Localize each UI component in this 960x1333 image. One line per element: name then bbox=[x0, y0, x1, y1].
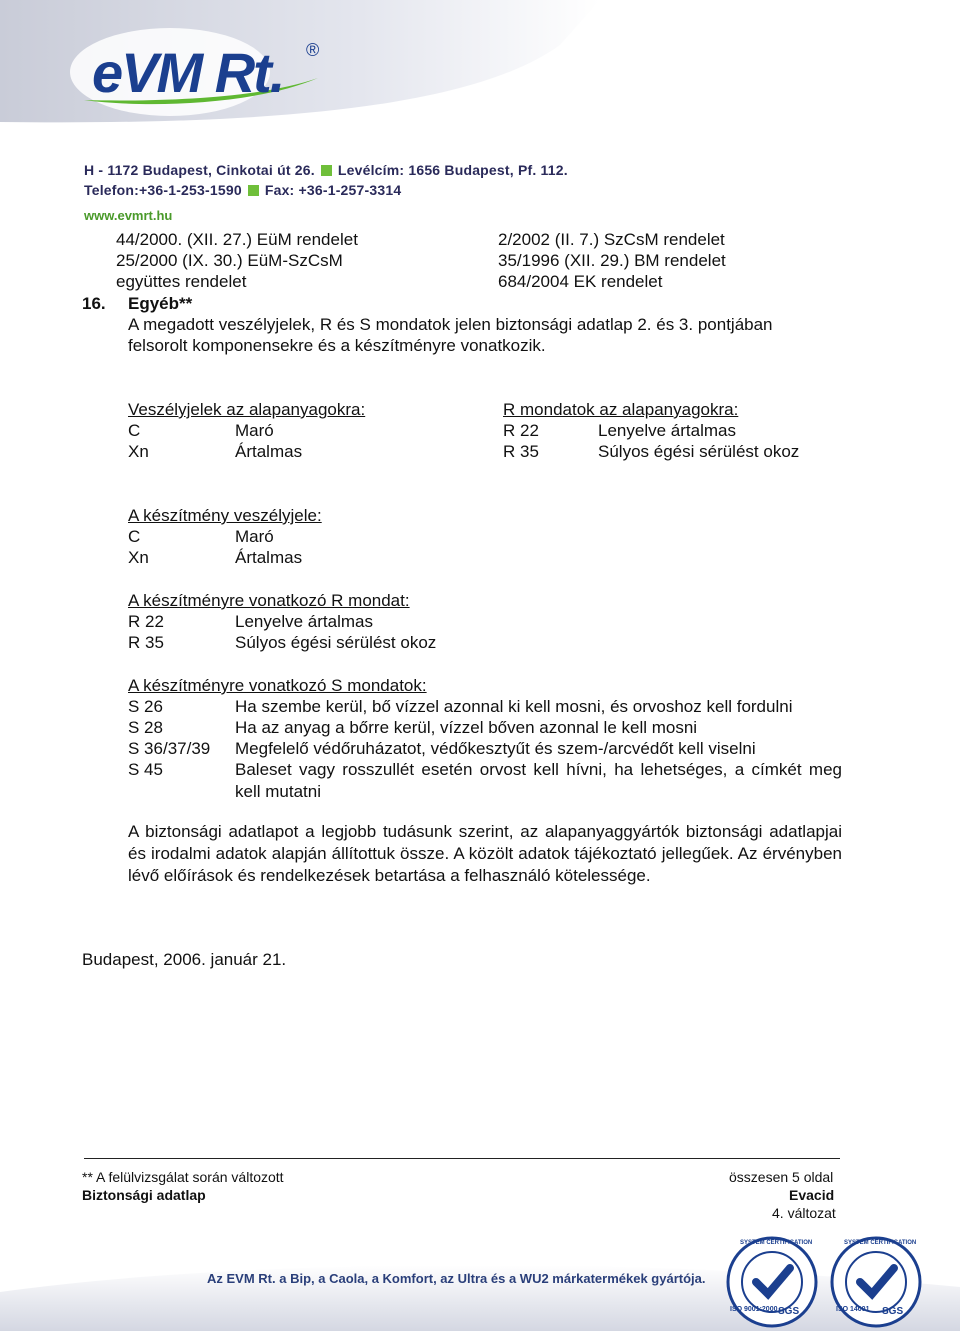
product-s-code: S 26 bbox=[128, 697, 163, 716]
footer-pages: összesen 5 oldal bbox=[729, 1169, 834, 1185]
cert-sgs: SGS bbox=[882, 1306, 904, 1317]
logo-text: eVM Rt. bbox=[92, 41, 284, 104]
iso-14001-seal bbox=[830, 1236, 922, 1328]
r-phrase-code: R 35 bbox=[503, 442, 539, 461]
section-number: 16. bbox=[82, 294, 106, 313]
footer-note: ** A felülvizsgálat során változott bbox=[82, 1169, 284, 1185]
r-phrases-heading: R mondatok az alapanyagokra: bbox=[503, 400, 739, 419]
registered-mark: ® bbox=[306, 40, 320, 60]
product-s-label: Ha az anyag a bőrre kerül, vízzel bőven azonnal le kell mosni bbox=[235, 718, 698, 737]
r-phrase-label: Súlyos égési sérülést okoz bbox=[598, 442, 800, 461]
hazard-code: C bbox=[128, 421, 141, 440]
section-text-2: felsorolt komponensekre és a készítményre vonatkozik. bbox=[128, 336, 546, 355]
green-square-icon bbox=[248, 185, 259, 196]
disclaimer-paragraph: A biztonsági adatlapot a legjobb tudásunk szerint, az alapanyaggyártók biztonsági adatlapjai és irodalmi adatok alapján állítottuk össze. A közölt adatok tájékoztató jellegűek. Az érvényben lévő előírások és rendelkezések betartása a felhasználó kötelessége. bbox=[128, 822, 842, 885]
regulation-right-2: 35/1996 (XII. 29.) BM rendelet bbox=[498, 251, 726, 270]
product-symbol-label: Maró bbox=[235, 527, 274, 546]
regulation-right-1: 2/2002 (II. 7.) SzCsM rendelet bbox=[498, 230, 725, 249]
product-s-heading: A készítményre vonatkozó S mondatok: bbox=[128, 676, 427, 695]
r-phrase-label: Lenyelve ártalmas bbox=[598, 421, 736, 440]
product-r-label: Lenyelve ártalmas bbox=[235, 612, 373, 631]
cert-iso-9001: ISO 9001:2000 bbox=[730, 1306, 778, 1313]
place-date: Budapest, 2006. január 21. bbox=[82, 950, 287, 969]
regulation-left-2: 25/2000 (IX. 30.) EüM-SzCsM bbox=[116, 251, 343, 270]
product-symbol-label: Ártalmas bbox=[235, 548, 303, 567]
product-r-code: R 22 bbox=[128, 612, 164, 631]
cert-ring-text: SYSTEM CERTIFICATION bbox=[740, 1240, 813, 1246]
cert-sgs: SGS bbox=[778, 1306, 800, 1317]
section-title: Egyéb** bbox=[128, 294, 193, 313]
product-s-code: S 36/37/39 bbox=[128, 739, 211, 758]
hazard-code: Xn bbox=[128, 442, 149, 461]
product-symbol-heading: A készítmény veszélyjele: bbox=[128, 506, 322, 525]
footer-product: Evacid bbox=[789, 1187, 835, 1203]
product-s-label: Ha szembe kerül, bő vízzel azonnal ki kell mosni, és orvoshoz kell fordulni bbox=[235, 697, 793, 716]
product-s-code: S 45 bbox=[128, 760, 163, 779]
logo bbox=[82, 38, 322, 108]
product-s-code: S 28 bbox=[128, 718, 163, 737]
hazard-symbols-heading: Veszélyjelek az alapanyagokra: bbox=[128, 400, 366, 419]
regulation-left-3: együttes rendelet bbox=[116, 272, 247, 291]
website-link[interactable]: www.evmrt.hu bbox=[84, 208, 173, 223]
product-s-label: Baleset vagy rosszullét esetén orvost kell hívni, ha lehetséges, a címkét meg kell mutatni bbox=[235, 760, 842, 801]
product-r-code: R 35 bbox=[128, 633, 164, 652]
footer-doc-type: Biztonsági adatlap bbox=[82, 1187, 206, 1203]
hazard-label: Ártalmas bbox=[235, 442, 303, 461]
address-line: H - 1172 Budapest, Cinkotai út 26. Levélcím: 1656 Budapest, Pf. 112. bbox=[84, 162, 568, 178]
regulation-right-3: 684/2004 EK rendelet bbox=[498, 272, 663, 291]
product-r-heading: A készítményre vonatkozó R mondat: bbox=[128, 591, 410, 610]
hazard-label: Maró bbox=[235, 421, 274, 440]
contact-line: Telefon:+36-1-253-1590 Fax: +36-1-257-3314 bbox=[84, 182, 402, 198]
footer-divider bbox=[84, 1158, 840, 1159]
regulation-left-1: 44/2000. (XII. 27.) EüM rendelet bbox=[116, 230, 358, 249]
product-r-label: Súlyos égési sérülést okoz bbox=[235, 633, 437, 652]
product-symbol-code: Xn bbox=[128, 548, 149, 567]
section-text-1: A megadott veszélyjelek, R és S mondatok jelen biztonsági adatlap 2. és 3. pontjában bbox=[128, 315, 773, 334]
r-phrase-code: R 22 bbox=[503, 421, 539, 440]
iso-9001-seal bbox=[726, 1236, 818, 1328]
footer-version: 4. változat bbox=[772, 1205, 836, 1221]
product-symbol-code: C bbox=[128, 527, 141, 546]
product-s-label: Megfelelő védőruházatot, védőkesztyűt és szem-/arcvédőt kell viselni bbox=[235, 739, 756, 758]
cert-ring-text: SYSTEM CERTIFICATION bbox=[844, 1240, 917, 1246]
green-square-icon bbox=[321, 165, 332, 176]
brand-line: Az EVM Rt. a Bip, a Caola, a Komfort, az Ultra és a WU2 márkatermékek gyártója. bbox=[207, 1271, 706, 1286]
cert-iso-14001: ISO 14001 bbox=[836, 1306, 870, 1313]
